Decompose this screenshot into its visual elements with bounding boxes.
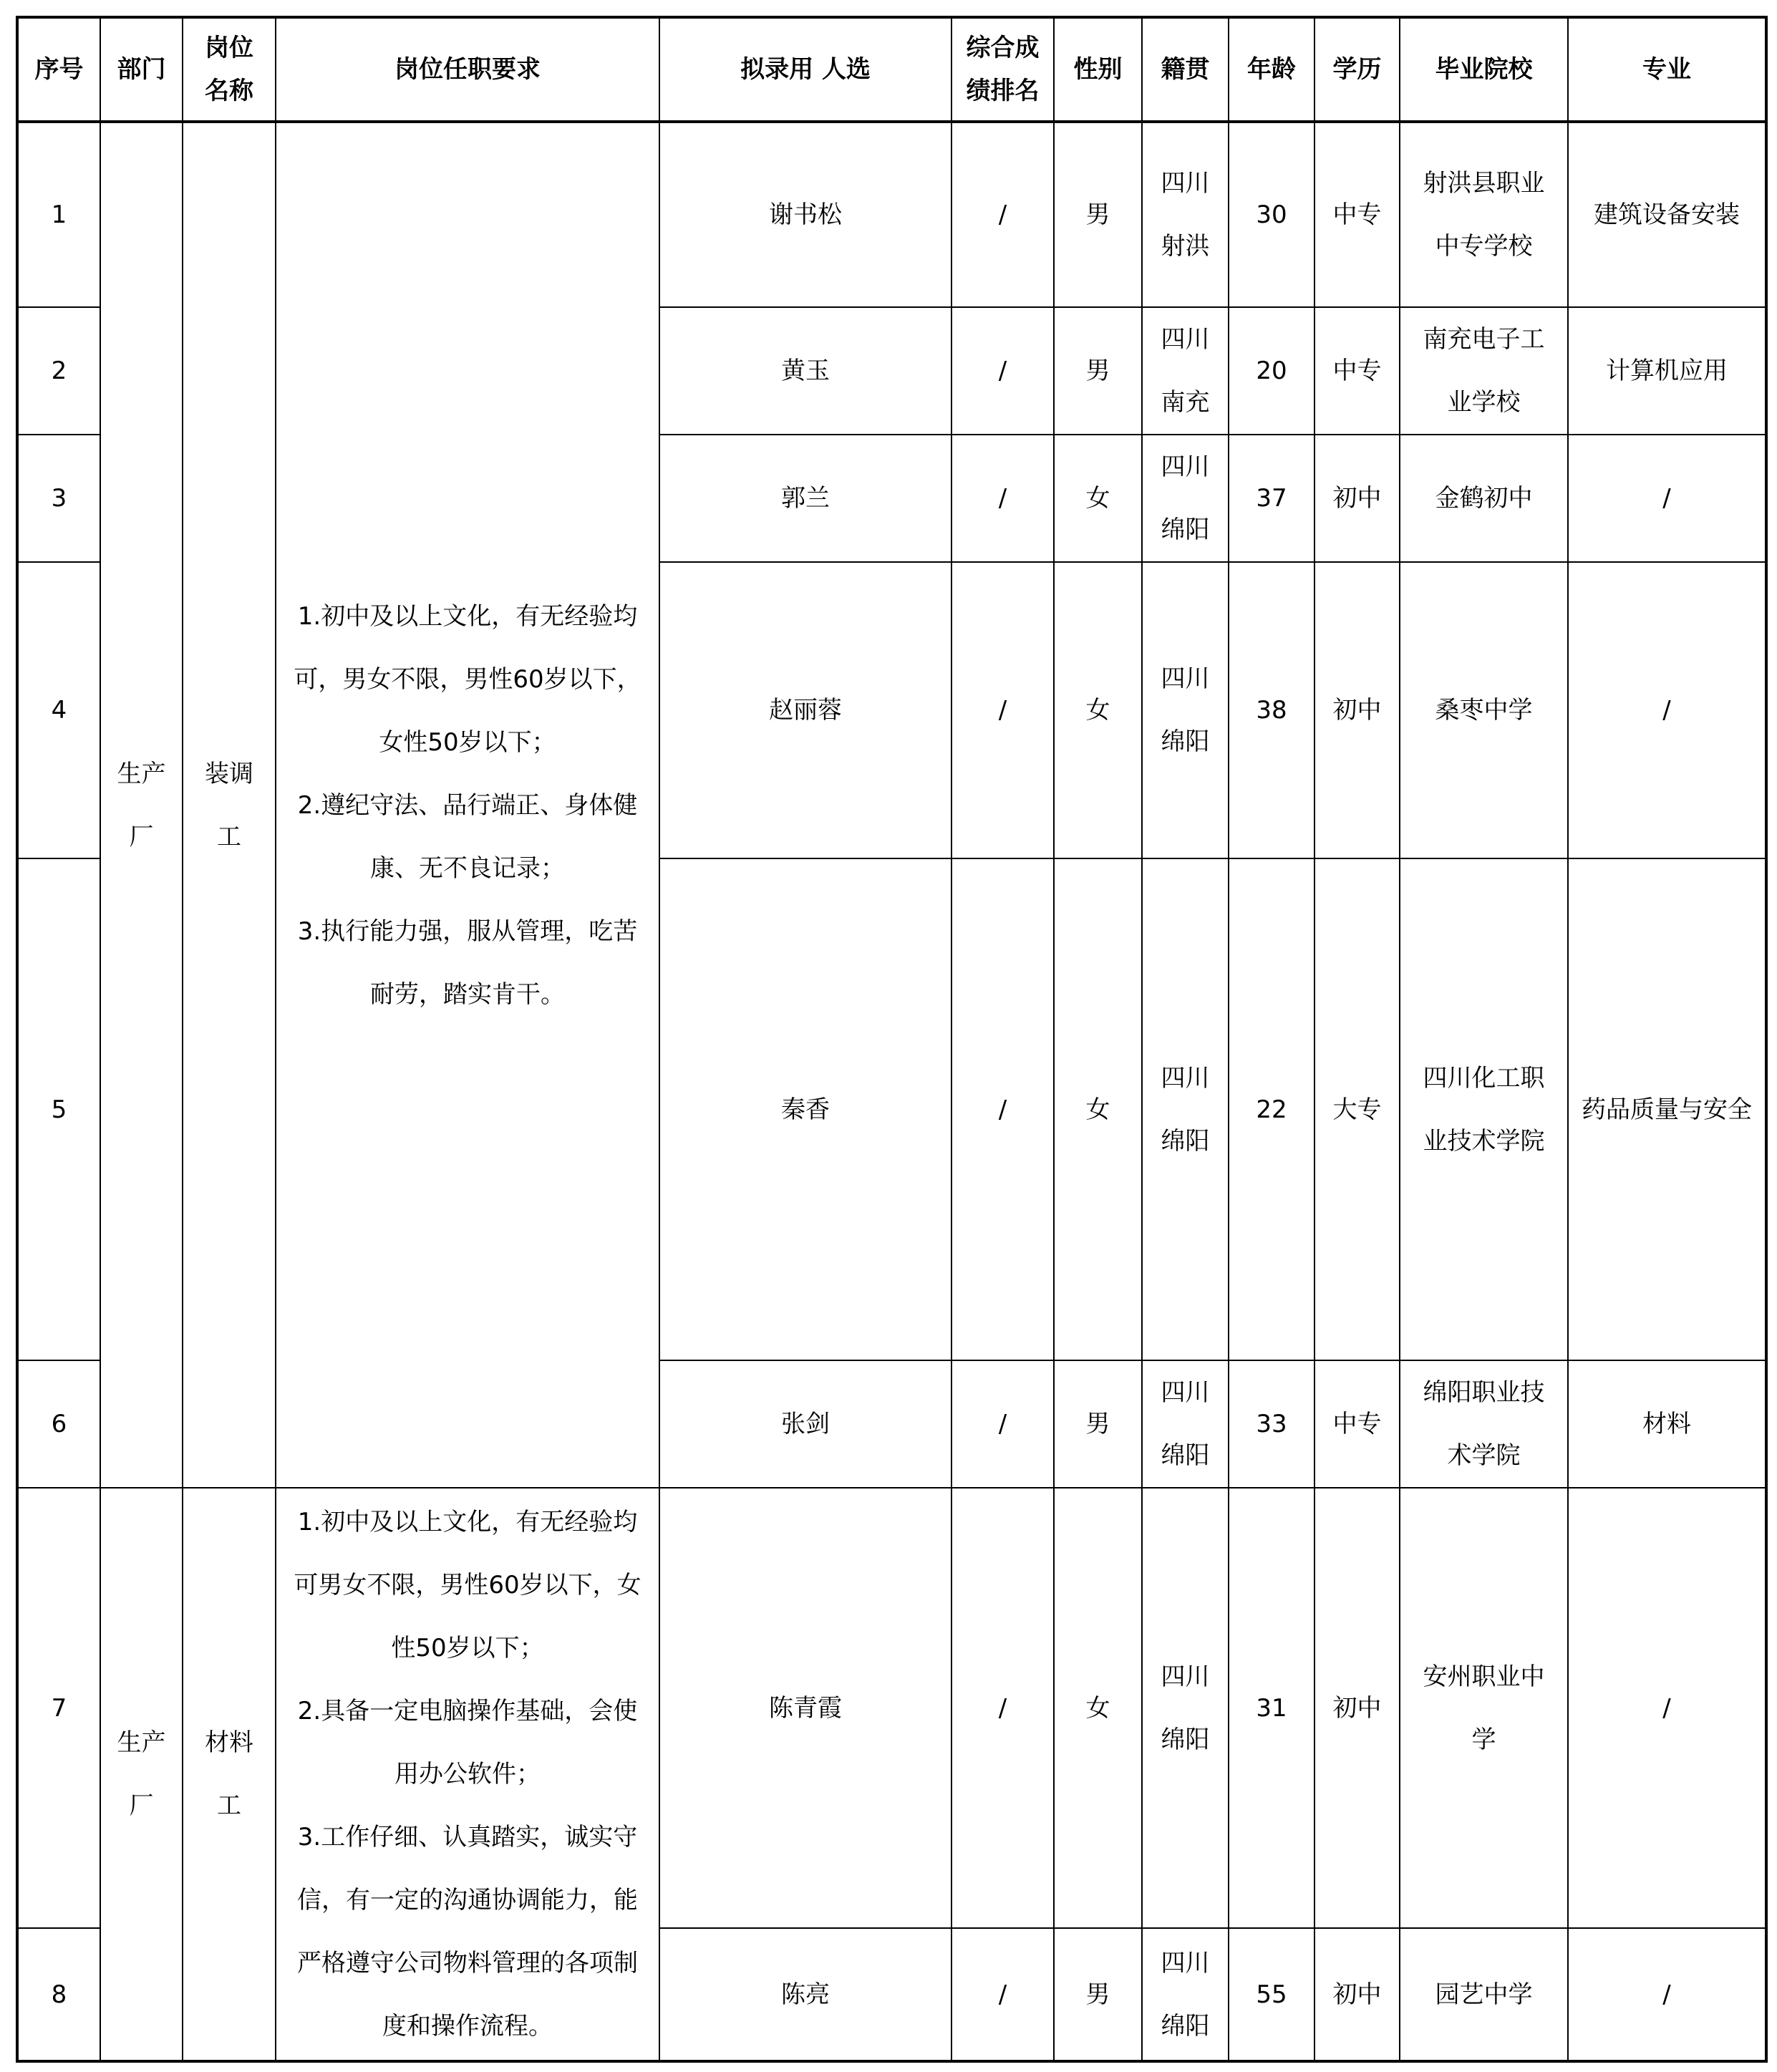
origin-line2: 绵阳: [1161, 1725, 1210, 1754]
school-line2: 术学院: [1447, 1441, 1521, 1470]
cell-candidate: 张剑: [659, 1360, 952, 1488]
origin-line1: 四川: [1161, 1662, 1210, 1691]
cell-rank: /: [952, 562, 1054, 858]
cell-gender: 男: [1054, 307, 1142, 435]
department-line2: 厂: [129, 822, 154, 851]
requirement-line: 严格遵守公司物料管理的各项制: [297, 1949, 638, 1977]
cell-age: 55: [1229, 1928, 1314, 2061]
cell-education: 中专: [1314, 1360, 1400, 1488]
requirement-line: 2.遵纪守法、品行端正、身体健: [297, 790, 638, 820]
header-position-line1: 岗位: [205, 34, 253, 62]
cell-education: 初中: [1314, 1928, 1400, 2061]
cell-requirements: [276, 1488, 659, 2061]
cell-origin: [1142, 1488, 1229, 1928]
header-position-line2: 名称: [205, 77, 253, 105]
cell-rank: /: [952, 1488, 1054, 1928]
school-line1: 射洪县职业: [1423, 169, 1545, 198]
cell-gender: 男: [1054, 1928, 1142, 2061]
cell-rank: /: [952, 307, 1054, 435]
school-line2: 中专学校: [1435, 232, 1533, 261]
requirement-line: 3.工作仔细、认真踏实，诚实守: [297, 1823, 638, 1851]
cell-school: 桑枣中学: [1400, 562, 1568, 858]
header-position: [183, 17, 276, 122]
cell-age: 33: [1229, 1360, 1314, 1488]
origin-line1: 四川: [1161, 325, 1210, 354]
cell-index: 1: [17, 122, 100, 307]
cell-origin: [1142, 562, 1229, 858]
cell-position: [183, 1488, 276, 2061]
cell-position: [183, 122, 276, 1488]
cell-rank: /: [952, 858, 1054, 1360]
origin-line2: 射洪: [1161, 232, 1210, 261]
cell-index: 2: [17, 307, 100, 435]
cell-major: /: [1568, 435, 1766, 562]
requirement-line: 性50岁以下；: [391, 1634, 544, 1662]
header-origin: 籍贯: [1142, 17, 1229, 122]
header-department: 部门: [100, 17, 183, 122]
school-line1: 四川化工职: [1423, 1063, 1545, 1093]
cell-candidate: 陈青霞: [659, 1488, 952, 1928]
school-line2: 学: [1471, 1725, 1496, 1754]
requirement-line: 康、无不良记录；: [370, 853, 565, 883]
origin-line1: 四川: [1161, 1063, 1210, 1093]
header-gender: 性别: [1054, 17, 1142, 122]
cell-education: 大专: [1314, 858, 1400, 1360]
header-rank: [952, 17, 1054, 122]
requirement-line: 用办公软件；: [394, 1760, 541, 1788]
origin-line2: 南充: [1161, 388, 1210, 417]
cell-index: 5: [17, 858, 100, 1360]
position-line2: 工: [217, 1791, 241, 1820]
cell-candidate: 秦香: [659, 858, 952, 1360]
cell-index: 4: [17, 562, 100, 858]
hiring-roster-table: [16, 16, 1768, 2063]
school-line1: 绵阳职业技: [1423, 1378, 1545, 1407]
cell-origin: [1142, 1360, 1229, 1488]
origin-line1: 四川: [1161, 664, 1210, 693]
cell-school: [1400, 307, 1568, 435]
requirement-line: 可男女不限，男性60岁以下，女: [294, 1571, 641, 1599]
requirement-line: 可，男女不限，男性60岁以下，: [294, 664, 641, 694]
cell-major: /: [1568, 562, 1766, 858]
position-line1: 装调: [205, 759, 253, 788]
cell-major: /: [1568, 1928, 1766, 2061]
header-index: 序号: [17, 17, 100, 122]
cell-major: 建筑设备安装: [1568, 122, 1766, 307]
origin-line2: 绵阳: [1161, 2011, 1210, 2040]
cell-education: 初中: [1314, 1488, 1400, 1928]
school-line2: 业技术学院: [1423, 1126, 1545, 1156]
origin-line2: 绵阳: [1161, 515, 1210, 544]
header-row: [17, 17, 1766, 122]
department-line1: 生产: [117, 759, 166, 788]
position-line2: 工: [217, 822, 241, 851]
requirement-line: 信，有一定的沟通协调能力，能: [297, 1886, 638, 1914]
cell-rank: /: [952, 122, 1054, 307]
cell-index: 6: [17, 1360, 100, 1488]
cell-department: [100, 1488, 183, 2061]
cell-rank: /: [952, 1360, 1054, 1488]
cell-major: 材料: [1568, 1360, 1766, 1488]
cell-origin: [1142, 435, 1229, 562]
table-row: [17, 1488, 1766, 1928]
cell-candidate: 陈亮: [659, 1928, 952, 2061]
origin-line1: 四川: [1161, 169, 1210, 198]
origin-line1: 四川: [1161, 452, 1210, 481]
department-line1: 生产: [117, 1728, 166, 1757]
school-line1: 安州职业中: [1423, 1662, 1545, 1691]
cell-origin: [1142, 307, 1229, 435]
cell-candidate: 赵丽蓉: [659, 562, 952, 858]
requirement-line: 耐劳，踏实肯干。: [370, 979, 565, 1009]
cell-gender: 男: [1054, 122, 1142, 307]
origin-line2: 绵阳: [1161, 1441, 1210, 1470]
cell-school: [1400, 858, 1568, 1360]
origin-line1: 四川: [1161, 1378, 1210, 1407]
cell-origin: [1142, 122, 1229, 307]
position-line1: 材料: [205, 1728, 253, 1757]
header-major: 专业: [1568, 17, 1766, 122]
cell-gender: 女: [1054, 858, 1142, 1360]
cell-school: 金鹤初中: [1400, 435, 1568, 562]
cell-school: [1400, 1488, 1568, 1928]
requirement-line: 2.具备一定电脑操作基础，会使: [297, 1697, 638, 1725]
cell-age: 31: [1229, 1488, 1314, 1928]
department-line2: 厂: [129, 1791, 154, 1820]
cell-school: 园艺中学: [1400, 1928, 1568, 2061]
cell-candidate: 谢书松: [659, 122, 952, 307]
cell-candidate: 黄玉: [659, 307, 952, 435]
cell-age: 37: [1229, 435, 1314, 562]
cell-age: 38: [1229, 562, 1314, 858]
header-rank-line1: 综合成: [966, 34, 1040, 62]
header-education: 学历: [1314, 17, 1400, 122]
cell-origin: [1142, 858, 1229, 1360]
requirement-line: 1.初中及以上文化，有无经验均: [297, 1508, 638, 1536]
cell-gender: 女: [1054, 435, 1142, 562]
cell-education: 中专: [1314, 307, 1400, 435]
header-candidate: 拟录用 人选: [659, 17, 952, 122]
cell-age: 22: [1229, 858, 1314, 1360]
header-age: 年龄: [1229, 17, 1314, 122]
requirement-line: 女性50岁以下；: [379, 727, 556, 757]
cell-candidate: 郭兰: [659, 435, 952, 562]
origin-line2: 绵阳: [1161, 1126, 1210, 1156]
cell-major: /: [1568, 1488, 1766, 1928]
header-requirements: 岗位任职要求: [276, 17, 659, 122]
cell-school: [1400, 122, 1568, 307]
cell-origin: [1142, 1928, 1229, 2061]
cell-gender: 女: [1054, 562, 1142, 858]
cell-age: 30: [1229, 122, 1314, 307]
cell-index: 8: [17, 1928, 100, 2061]
header-school: 毕业院校: [1400, 17, 1568, 122]
cell-major: 药品质量与安全: [1568, 858, 1766, 1360]
cell-education: 初中: [1314, 435, 1400, 562]
school-line2: 业学校: [1447, 388, 1521, 417]
cell-gender: 女: [1054, 1488, 1142, 1928]
header-rank-line2: 绩排名: [966, 77, 1040, 105]
cell-index: 7: [17, 1488, 100, 1928]
cell-requirements: [276, 122, 659, 1488]
school-line1: 南充电子工: [1423, 325, 1545, 354]
cell-education: 中专: [1314, 122, 1400, 307]
requirement-line: 1.初中及以上文化，有无经验均: [297, 601, 638, 631]
table-row: [17, 122, 1766, 307]
cell-gender: 男: [1054, 1360, 1142, 1488]
cell-school: [1400, 1360, 1568, 1488]
cell-rank: /: [952, 1928, 1054, 2061]
cell-rank: /: [952, 435, 1054, 562]
cell-education: 初中: [1314, 562, 1400, 858]
cell-age: 20: [1229, 307, 1314, 435]
origin-line2: 绵阳: [1161, 727, 1210, 756]
origin-line1: 四川: [1161, 1948, 1210, 1977]
requirement-line: 3.执行能力强，服从管理，吃苦: [297, 916, 638, 946]
cell-major: 计算机应用: [1568, 307, 1766, 435]
cell-department: [100, 122, 183, 1488]
cell-index: 3: [17, 435, 100, 562]
requirement-line: 度和操作流程。: [382, 2012, 553, 2040]
